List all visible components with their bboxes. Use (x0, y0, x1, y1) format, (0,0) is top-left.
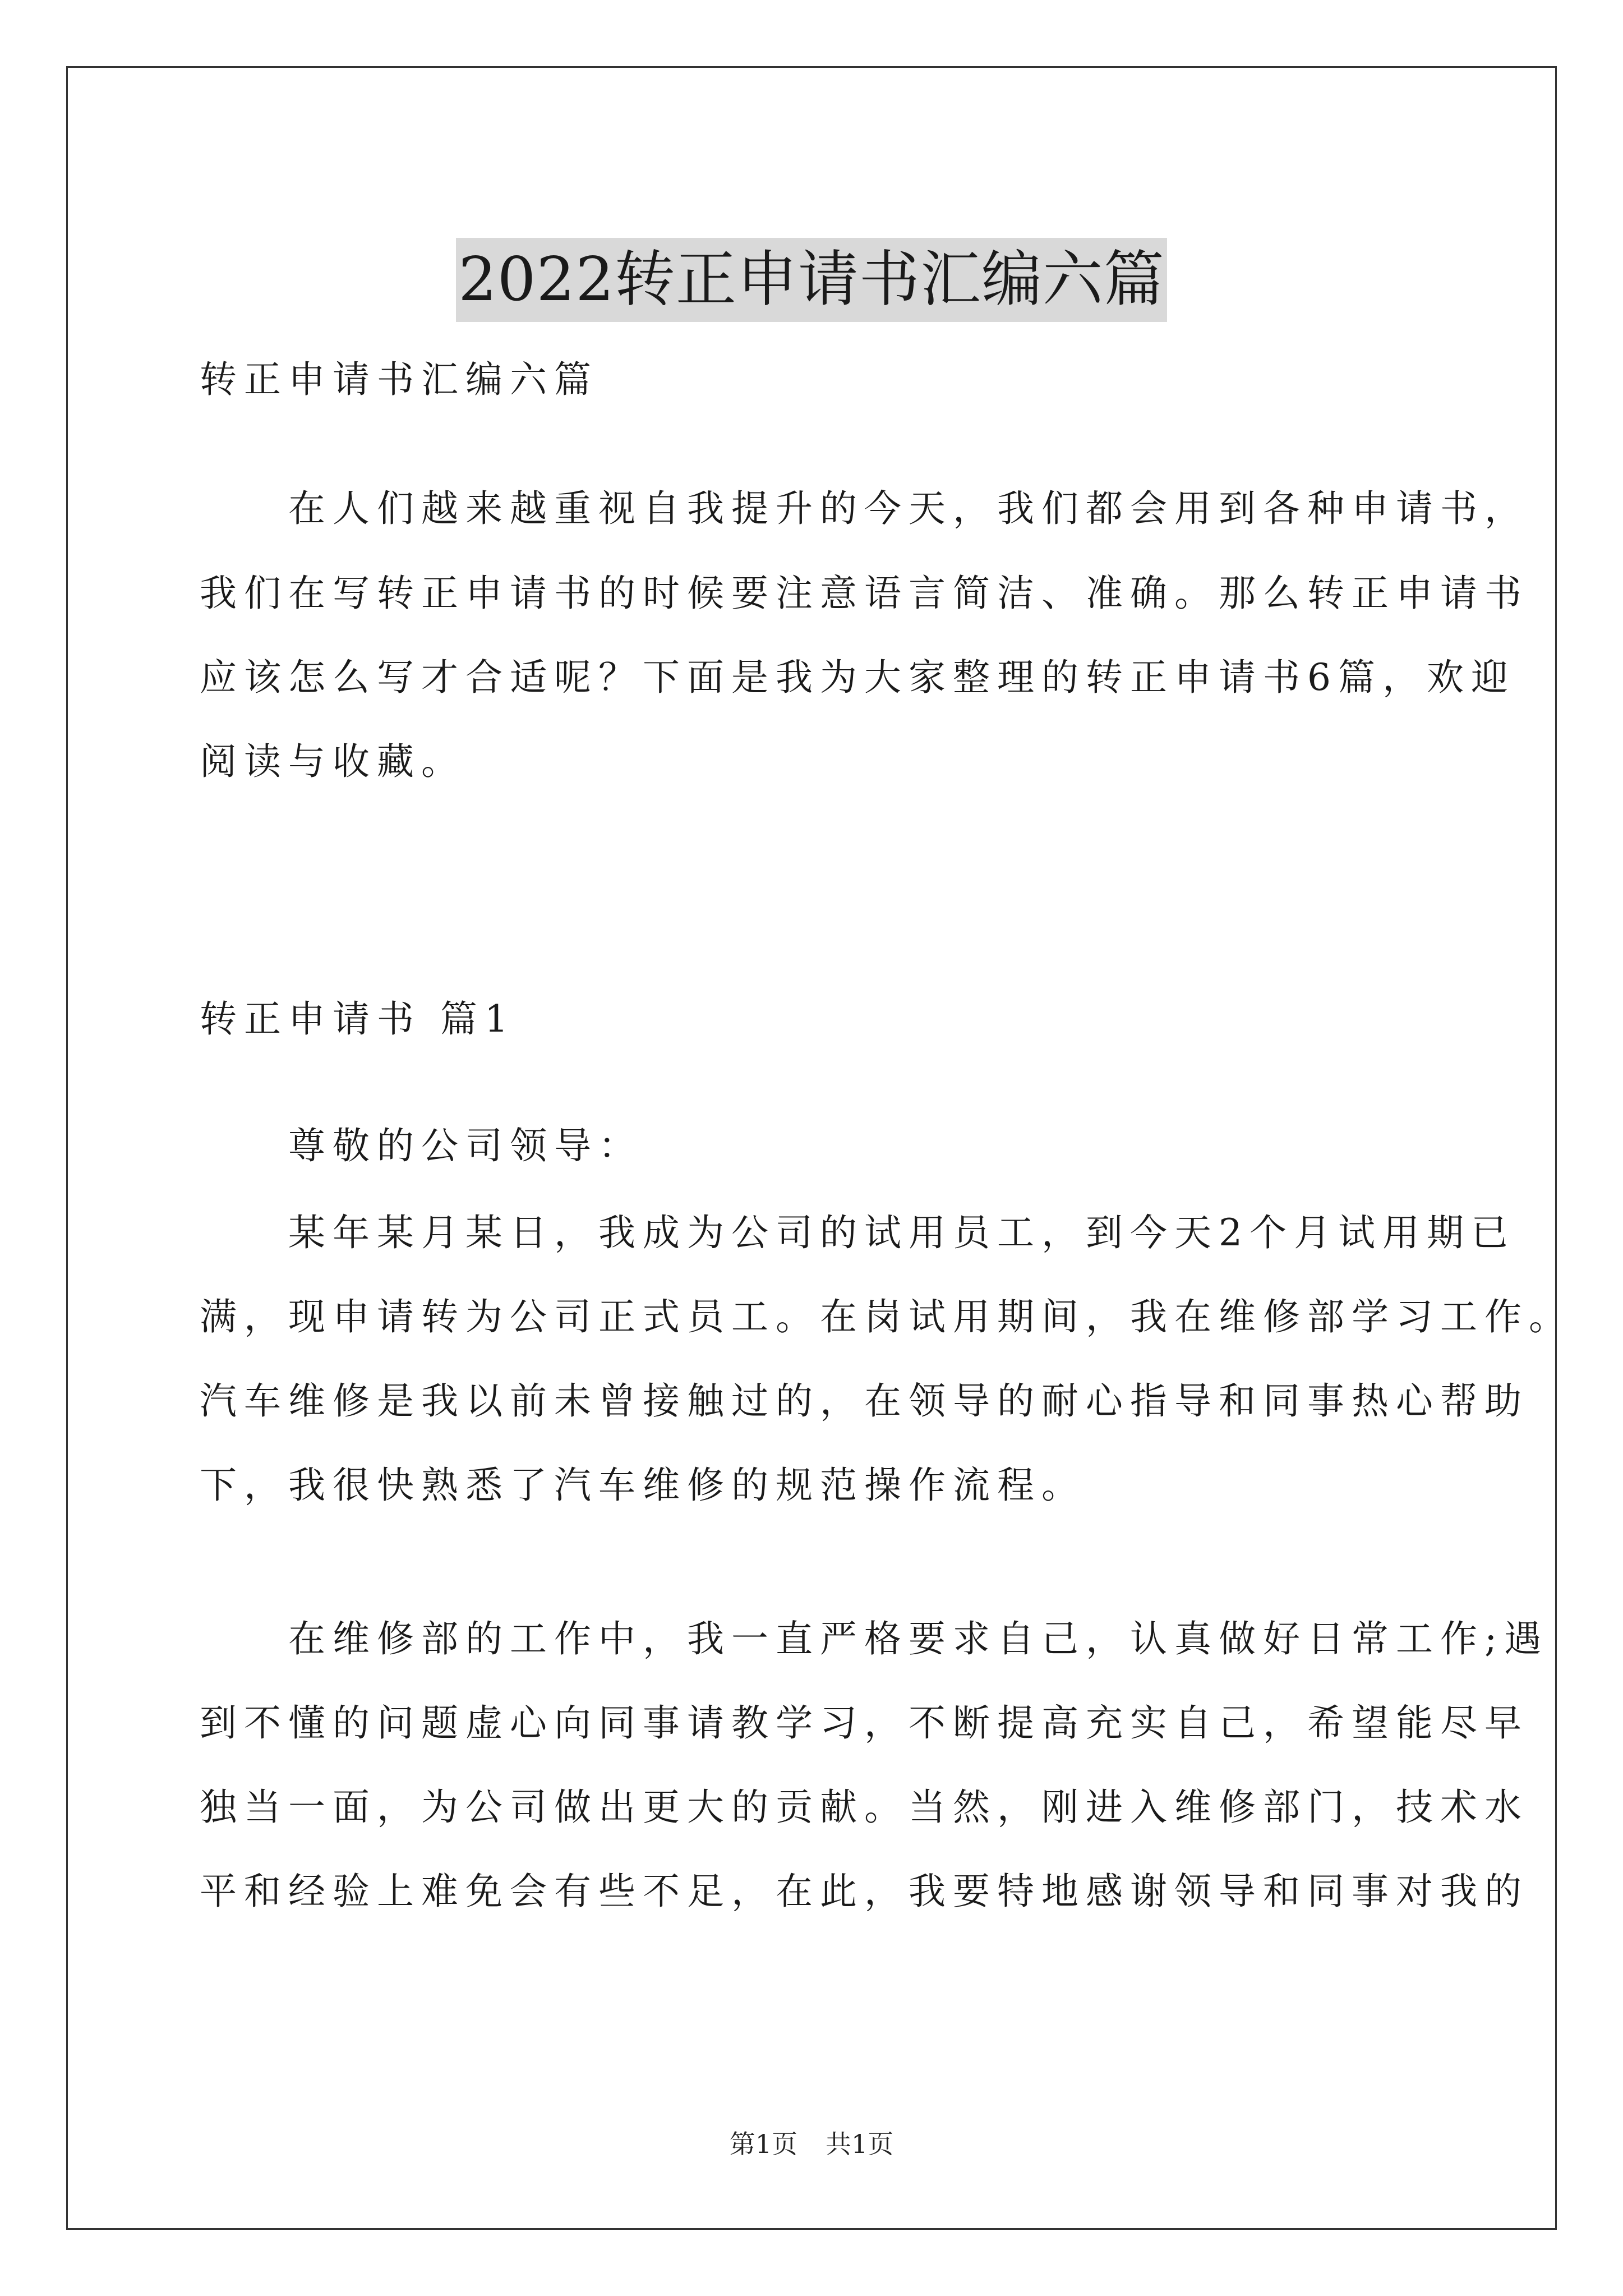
page-number: 第1页 (729, 2129, 797, 2159)
paragraph-line: 汽车维修是我以前未曾接触过的，在领导的耐心指导和同事热心帮助 (200, 1379, 1529, 1423)
paragraph-line: 到不懂的问题虚心向同事请教学习，不断提高充实自己，希望能尽早 (200, 1701, 1529, 1745)
subtitle-line: 转正申请书汇编六篇 (200, 358, 598, 401)
paragraph-line: 应该怎么写才合适呢？下面是我为大家整理的转正申请书6篇，欢迎 (200, 656, 1515, 699)
title-container (0, 197, 1623, 363)
paragraph-line: 在维修部的工作中，我一直严格要求自己，认真做好日常工作;遇 (200, 1617, 1549, 1660)
page-footer (0, 2127, 1623, 2161)
paragraph-line: 某年某月某日，我成为公司的试用员工，到今天2个月试用期已 (200, 1211, 1515, 1254)
page-total: 共1页 (826, 2129, 894, 2159)
paragraph-line: 满，现申请转为公司正式员工。在岗试用期间，我在维修部学习工作。 (200, 1295, 1573, 1338)
paragraph-line: 下，我很快熟悉了汽车维修的规范操作流程。 (200, 1464, 1086, 1507)
paragraph-line: 在人们越来越重视自我提升的今天，我们都会用到各种申请书， (200, 487, 1529, 530)
paragraph-line: 平和经验上难免会有些不足，在此，我要特地感谢领导和同事对我的 (200, 1870, 1529, 1913)
salutation-line: 尊敬的公司领导： (200, 1124, 643, 1167)
paragraph-line: 独当一面，为公司做出更大的贡献。当然，刚进入维修部门，技术水 (200, 1786, 1529, 1829)
section-heading: 转正申请书 篇1 (200, 997, 515, 1041)
paragraph-line: 阅读与收藏。 (200, 740, 465, 783)
paragraph-line: 我们在写转正申请书的时候要注意语言简洁、准确。那么转正申请书 (200, 572, 1529, 615)
document-title: 2022转正申请书汇编六篇 (456, 238, 1167, 322)
